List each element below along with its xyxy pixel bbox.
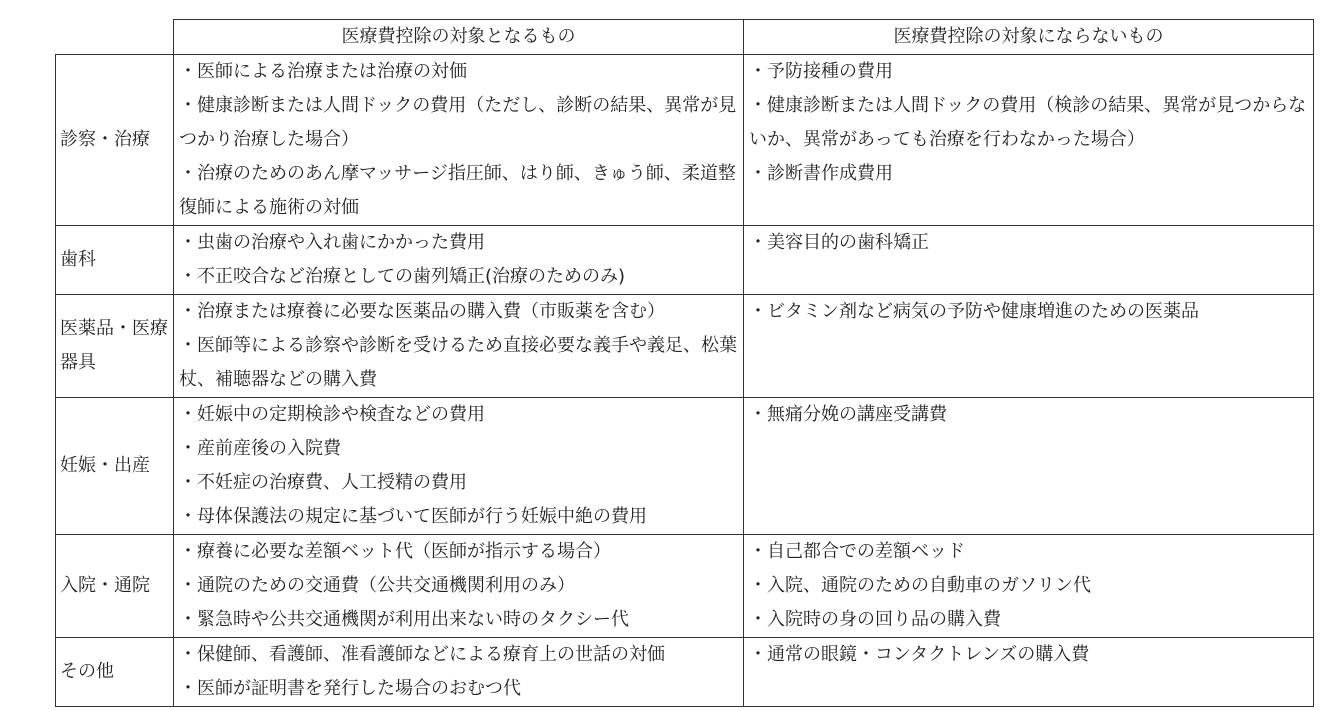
list-item: ・入院時の身の回り品の購入費 xyxy=(749,609,1001,630)
list-item: ・ビタミン剤など病気の予防や健康増進のための医薬品 xyxy=(749,301,1199,322)
category-cell: 妊娠・出産 xyxy=(56,398,174,535)
list-item: ・健康診断または人間ドックの費用（ただし、診断の結果、異常が見つかり治療した場合） xyxy=(179,95,737,150)
list-item: ・母体保護法の規定に基づいて医師が行う妊娠中絶の費用 xyxy=(179,506,647,527)
list-item: ・通院のための交通費（公共交通機関利用のみ） xyxy=(179,575,575,596)
table-row xyxy=(56,226,1314,295)
list-item: ・入院、通院のための自動車のガソリン代 xyxy=(749,575,1091,596)
list-item: ・無痛分娩の講座受講費 xyxy=(749,404,947,425)
list-item: ・保健師、看護師、准看護師などによる療育上の世話の対価 xyxy=(179,644,665,665)
table-row xyxy=(56,638,1314,707)
list-item: ・妊娠中の定期検診や検査などの費用 xyxy=(179,404,485,425)
table-row xyxy=(56,535,1314,638)
deductible-cell xyxy=(174,535,744,638)
deductible-cell xyxy=(174,398,744,535)
non-deductible-cell xyxy=(744,55,1314,226)
header-row xyxy=(56,20,1314,55)
non-deductible-cell xyxy=(744,638,1314,707)
list-item: ・虫歯の治療や入れ歯にかかった費用 xyxy=(179,232,485,253)
category-cell: 医薬品・医療器具 xyxy=(56,295,174,398)
list-item: ・予防接種の費用 xyxy=(749,61,893,82)
list-item: ・診断書作成費用 xyxy=(749,163,893,184)
deductible-cell xyxy=(174,226,744,295)
non-deductible-cell xyxy=(744,295,1314,398)
non-deductible-cell xyxy=(744,398,1314,535)
list-item: ・治療または療養に必要な医薬品の購入費（市販薬を含む） xyxy=(179,301,665,322)
category-cell: 入院・通院 xyxy=(56,535,174,638)
header-non-deductible: 医療費控除の対象にならないもの xyxy=(744,20,1314,55)
list-item: ・通常の眼鏡・コンタクトレンズの購入費 xyxy=(749,644,1090,665)
non-deductible-cell xyxy=(744,226,1314,295)
list-item: ・医師等による診察や診断を受けるため直接必要な義手や義足、松葉杖、補聴器などの購入費 xyxy=(179,335,737,390)
list-item: ・自己都合での差額ベッド xyxy=(749,541,965,562)
deductible-cell xyxy=(174,295,744,398)
deductible-cell xyxy=(174,638,744,707)
list-item: ・療養に必要な差額ベット代（医師が指示する場合） xyxy=(179,541,611,562)
table-row xyxy=(56,55,1314,226)
table-row xyxy=(56,398,1314,535)
list-item: ・治療のためのあん摩マッサージ指圧師、はり師、きゅう師、柔道整復師による施術の対価 xyxy=(179,163,736,218)
header-deductible: 医療費控除の対象となるもの xyxy=(174,20,744,55)
category-cell: 歯科 xyxy=(56,226,174,295)
list-item: ・緊急時や公共交通機関が利用出来ない時のタクシー代 xyxy=(179,609,629,630)
non-deductible-cell xyxy=(744,535,1314,638)
deductible-cell xyxy=(174,55,744,226)
list-item: ・健康診断または人間ドックの費用（検診の結果、異常が見つからないか、異常があっても治療を行わなかった場合） xyxy=(749,95,1307,150)
list-item: ・産前産後の入院費 xyxy=(179,438,341,459)
list-item: ・不正咬合など治療としての歯列矯正(治療のためのみ) xyxy=(179,266,626,287)
list-item: ・不妊症の治療費、人工授精の費用 xyxy=(179,472,467,493)
category-cell: 診察・治療 xyxy=(56,55,174,226)
list-item: ・医師による治療または治療の対価 xyxy=(179,61,467,82)
list-item: ・美容目的の歯科矯正 xyxy=(749,232,929,253)
category-cell: その他 xyxy=(56,638,174,707)
list-item: ・医師が証明書を発行した場合のおむつ代 xyxy=(179,678,521,699)
corner-cell xyxy=(56,20,174,55)
table-row xyxy=(56,295,1314,398)
medical-deduction-table xyxy=(55,19,1314,707)
